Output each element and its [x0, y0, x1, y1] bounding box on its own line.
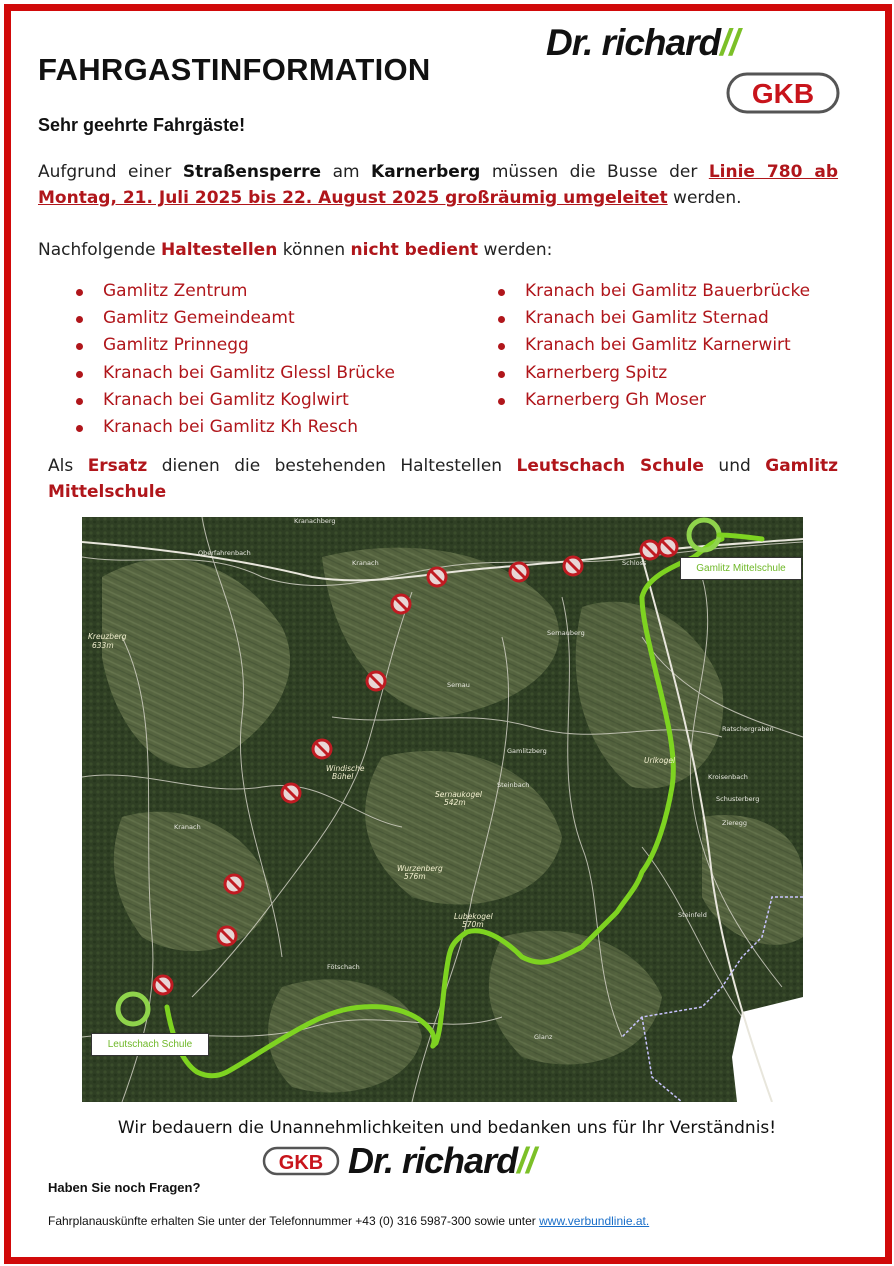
- svg-text:GKB: GKB: [751, 78, 815, 109]
- stops-list-left: [76, 278, 395, 441]
- list-item: Kranach bei Gamlitz Kh Resch: [76, 414, 395, 441]
- svg-text:Schusterberg: Schusterberg: [716, 795, 760, 803]
- detour-map[interactable]: [82, 517, 803, 1102]
- jf-mark-icon-bottom: //: [517, 1140, 536, 1181]
- stops-list-right: [498, 278, 810, 414]
- map-canvas: [82, 517, 803, 1102]
- svg-text:Wurzenberg: Wurzenberg: [397, 864, 443, 873]
- svg-text:Sernauberg: Sernauberg: [547, 629, 585, 637]
- svg-text:Sernau: Sernau: [447, 681, 470, 689]
- svg-text:Lubekogel: Lubekogel: [454, 912, 493, 921]
- dr-richard-logo-text: Dr. richard: [546, 22, 721, 63]
- map-label-leutschach: Leutschach Schule: [91, 1033, 209, 1056]
- svg-text:Sernaukogel: Sernaukogel: [435, 790, 482, 799]
- svg-text:Kreuzberg: Kreuzberg: [88, 632, 127, 641]
- list-item: Gamlitz Prinnegg: [76, 332, 395, 359]
- svg-text:Bühel: Bühel: [332, 772, 354, 781]
- list-item: Karnerberg Spitz: [498, 360, 810, 387]
- svg-text:Steinfeld: Steinfeld: [678, 911, 707, 919]
- svg-text:Fötschach: Fötschach: [327, 963, 360, 971]
- svg-text:Kranachberg: Kranachberg: [294, 517, 336, 525]
- list-item: Kranach bei Gamlitz Koglwirt: [76, 387, 395, 414]
- intro-paragraph: Aufgrund einer Straßensperre am Karnerberg müssen die Busse der Linie 780 ab Montag, 21. Juli 2025 bis 22. August 2025 großräumig umgeleitet werden.: [38, 162, 839, 208]
- svg-text:Windische: Windische: [326, 764, 365, 773]
- contact-line: Fahrplanauskünfte erhalten Sie unter der Telefonnummer +43 (0) 316 5987-300 sowie unter www.verbundlinie.at.: [48, 1214, 650, 1228]
- svg-text:Kroisenbach: Kroisenbach: [708, 773, 748, 781]
- map-label-gamlitz: Gamlitz Mittelschule: [680, 557, 802, 580]
- svg-text:Steinbach: Steinbach: [497, 781, 530, 789]
- list-item: Gamlitz Gemeindeamt: [76, 305, 395, 332]
- svg-text:Kranach: Kranach: [352, 559, 379, 567]
- svg-text:Ratschergraben: Ratschergraben: [722, 725, 774, 733]
- svg-text:576m: 576m: [404, 872, 426, 881]
- dr-richard-logo-bottom: Dr. richard//: [348, 1140, 536, 1181]
- replacement-paragraph: Als Ersatz dienen die bestehenden Haltestellen Leutschach Schule und Gamlitz Mittelschule: [48, 456, 839, 502]
- svg-text:Schloss: Schloss: [622, 559, 647, 567]
- svg-text:633m: 633m: [92, 641, 114, 650]
- list-item: Kranach bei Gamlitz Sternad: [498, 305, 810, 332]
- list-item: Kranach bei Gamlitz Glessl Brücke: [76, 360, 395, 387]
- list-item: Kranach bei Gamlitz Karnerwirt: [498, 332, 810, 359]
- closing-message: Wir bedauern die Unannehmlichkeiten und bedanken uns für Ihr Verständnis!: [117, 1118, 777, 1138]
- svg-text:Glanz: Glanz: [534, 1033, 553, 1041]
- greeting: Sehr geehrte Fahrgäste!: [38, 115, 246, 135]
- svg-text:542m: 542m: [444, 798, 466, 807]
- dr-richard-logo: [546, 22, 739, 64]
- svg-text:Oberfahrenbach: Oberfahrenbach: [198, 549, 251, 557]
- svg-text:Zieregg: Zieregg: [722, 819, 748, 827]
- svg-text:Kranach: Kranach: [174, 823, 201, 831]
- question-heading: Haben Sie noch Fragen?: [48, 1180, 201, 1195]
- jf-mark-icon: //: [720, 22, 739, 63]
- page-title: FAHRGASTINFORMATION: [38, 52, 431, 87]
- list-item: Karnerberg Gh Moser: [498, 387, 810, 414]
- verbundlinie-link[interactable]: www.verbundlinie.at.: [539, 1214, 650, 1228]
- svg-text:Gamlitzberg: Gamlitzberg: [507, 747, 547, 755]
- svg-text:570m: 570m: [462, 920, 484, 929]
- gkb-logo: [726, 72, 840, 114]
- svg-text:Urlkogel: Urlkogel: [644, 756, 676, 765]
- not-served-paragraph: Nachfolgende Haltestellen können nicht bedient werden:: [38, 240, 553, 260]
- list-item: Kranach bei Gamlitz Bauerbrücke: [498, 278, 810, 305]
- list-item: Gamlitz Zentrum: [76, 278, 395, 305]
- svg-text:GKB: GKB: [278, 1152, 324, 1174]
- gkb-logo-bottom: [262, 1146, 340, 1176]
